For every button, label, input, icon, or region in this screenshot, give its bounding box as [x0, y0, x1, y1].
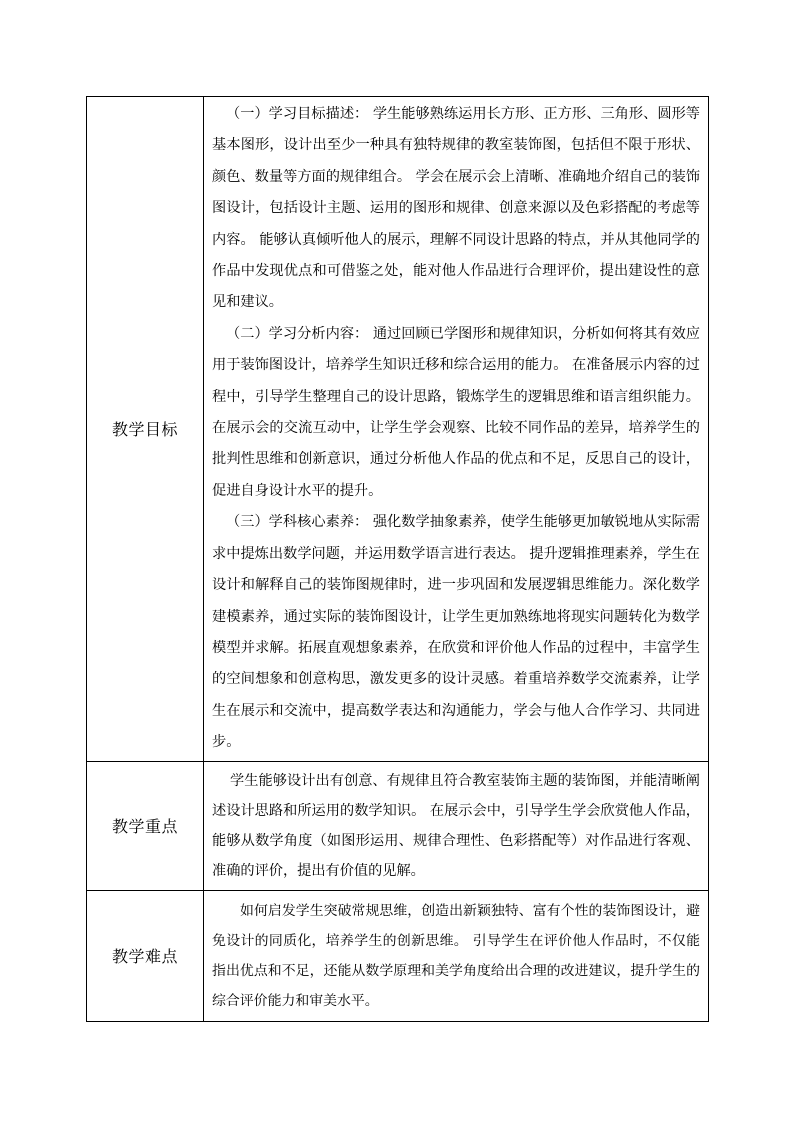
learning-goal-description: （一）学习目标描述： 学生能够熟练运用长方形、正方形、三角形、圆形等基本图形，设计出至少一种具有独特规律的教室装饰图，包括但不限于形状、颜色、数量等方面的规律组合。 学会在展示会上清晰、准确地介绍自己的装饰图设计，包括设计主题、运用的图形和规律、创意来源以及色彩搭配的考虑等内容。 能够认真倾听他人的展示，理解不同设计思路的特点，并从其他同学的作品中发现优点和可借鉴之处，能对他人作品进行合理评价，提出建设性的意见和建议。 [212, 106, 700, 311]
row-label-key-points: 教学重点 [87, 761, 204, 890]
learning-analysis-content: （二）学习分析内容： 通过回顾已学图形和规律知识，分析如何将其有效应用于装饰图设计，培养学生知识迁移和综合运用的能力。 在准备展示内容的过程中，引导学生整理自己的设计思路，锻炼学生的逻辑思维和语言组织能力。在展示会的交流互动中，让学生学会观察、比较不同作品的差异，培养学生的批判性思维和创新意识，通过分析他人作品的优点和不足，反思自己的设计，促进自身设计水平的提升。 [212, 325, 700, 499]
difficulties-text: 如何启发学生突破常规思维，创造出新颖独特、富有个性的装饰图设计，避免设计的同质化，培养学生的创新思维。 引导学生在评价他人作品时，不仅能指出优点和不足，还能从数学原理和美学角度给出合理的改进建议，提升学生的综合评价能力和审美水平。 [212, 902, 700, 1009]
teaching-goals-content [204, 97, 709, 762]
row-label-difficulties: 教学难点 [87, 890, 204, 1021]
key-points-content [204, 761, 709, 890]
table-row-difficulties [87, 890, 709, 1021]
lesson-plan-table [86, 96, 709, 1022]
difficulties-content [204, 890, 709, 1021]
key-points-text: 学生能够设计出有创意、有规律且符合教室装饰主题的装饰图，并能清晰阐述设计思路和所运用的数学知识。 在展示会中，引导学生学会欣赏他人作品，能够从数学角度（如图形运用、规律合理性、色彩搭配等）对作品进行客观、准确的评价，提出有价值的见解。 [212, 772, 700, 879]
row-label-teaching-goals: 教学目标 [87, 97, 204, 762]
table-row-key-points [87, 761, 709, 890]
table-row-teaching-goals [87, 97, 709, 762]
core-literacy-content: （三）学科核心素养： 强化数学抽象素养，使学生能够更加敏锐地从实际需求中提炼出数学问题，并运用数学语言进行表达。 提升逻辑推理素养，学生在设计和解释自己的装饰图规律时，进一步巩固和发展逻辑思维能力。深化数学建模素养，通过实际的装饰图设计，让学生更加熟练地将现实问题转化为数学模型并求解。拓展直观想象素养，在欣赏和评价他人作品的过程中，丰富学生的空间想象和创意构思，激发更多的设计灵感。着重培养数学交流素养，让学生在展示和交流中，提高数学表达和沟通能力，学会与他人合作学习、共同进步。 [212, 514, 700, 751]
